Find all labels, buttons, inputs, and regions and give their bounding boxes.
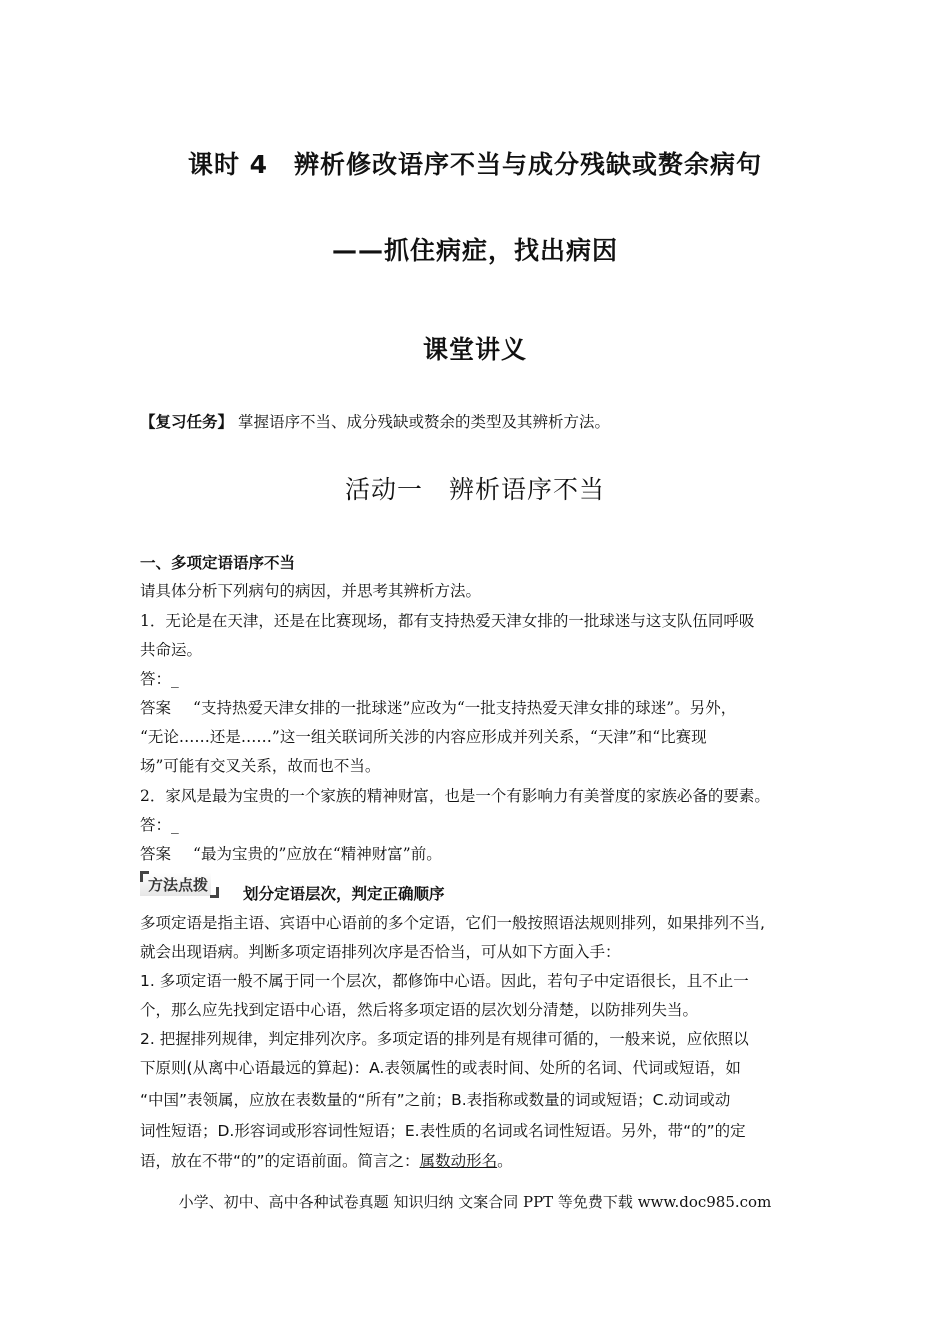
method-line-1: 多项定语是指主语、宾语中心语前的多个定语，它们一般按照语法规则排列，如果排列不当, [140, 914, 765, 932]
question-1-line-2: 共命运。 [140, 641, 203, 659]
answer-prompt-1: 答：_ [140, 670, 179, 688]
method-line-7: “中国”表领属，应放在表数量的“所有”之前；B.表指称或数量的词或短语；C.动词或动 [140, 1091, 731, 1109]
method-tag: 方法点拨 [140, 873, 211, 896]
review-task-text: 掌握语序不当、成分残缺或赘余的类型及其辨析方法。 [237, 413, 610, 431]
part-heading: 一、多项定语语序不当 [140, 554, 296, 572]
answer-1-text: “支持热爱天津女排的一批球迷”应改为“一批支持热爱天津女排的球迷”。另外， [193, 699, 737, 717]
answer-2-text: “最为宝贵的”应放在“精神财富”前。 [193, 845, 442, 863]
review-task [140, 412, 820, 432]
answer-prompt-2: 答：_ [140, 816, 179, 834]
method-line-2: 就会出现语病。判断多项定语排列次序是否恰当，可从如下方面入手： [140, 943, 621, 961]
question-1-line-1: 1．无论是在天津，还是在比赛现场，都有支持热爱天津女排的一批球迷与这支队伍同呼吸 [140, 612, 755, 630]
method-last-prefix: 语，放在不带“的”的定语前面。简言之： [140, 1152, 420, 1170]
page-footer: 小学、初中、高中各种试卷真题 知识归纳 文案合同 PPT 等免费下载 www.doc985.com [178, 1193, 772, 1211]
part-intro: 请具体分析下列病句的病因，并思考其辨析方法。 [140, 582, 482, 600]
answer-label: 答案 [140, 845, 172, 863]
method-line-8: 词性短语；D.形容词或形容词性短语；E.表性质的名词或名词性短语。另外，带“的”的定 [140, 1122, 746, 1140]
method-last-suffix: 。 [497, 1152, 513, 1170]
method-line-6: 下原则(从离中心语最远的算起)：A.表领属性的或表时间、处所的名词、代词或短语，如 [140, 1059, 741, 1077]
answer-1-line-1 [140, 698, 820, 718]
answer-1-line-2: “无论……还是……”这一组关联词所关涉的内容应形成并列关系，“天津”和“比赛现 [140, 728, 707, 746]
question-2: 2．家风是最为宝贵的一个家族的精神财富，也是一个有影响力有美誉度的家族必备的要素。 [140, 787, 770, 805]
review-task-label: 【复习任务】 [140, 413, 234, 431]
lesson-title: 课时 4 辨析修改语序不当与成分残缺或赘余病句 [187, 150, 763, 179]
answer-1-line-3: 场”可能有交叉关系，故而也不当。 [140, 757, 381, 775]
method-mnemonic: 属数动形名 [419, 1152, 498, 1170]
section-title: 课堂讲义 [422, 335, 527, 364]
method-line-4: 个，那么应先找到定语中心语，然后将多项定语的层次划分清楚，以防排列失当。 [140, 1001, 699, 1019]
activity-title: 活动一 辨析语序不当 [344, 475, 605, 504]
answer-label: 答案 [140, 699, 172, 717]
method-line-9 [140, 1151, 820, 1171]
answer-2-line [140, 844, 820, 864]
method-heading: 划分定语层次，判定正确顺序 [243, 885, 445, 903]
lesson-subtitle: ——抓住病症，找出病因 [331, 236, 618, 265]
method-line-5: 2. 把握排列规律，判定排列次序。多项定语的排列是有规律可循的，一般来说，应依照以 [140, 1030, 749, 1048]
method-line-3: 1. 多项定语一般不属于同一个层次，都修饰中心语。因此，若句子中定语很长，且不止一 [140, 972, 749, 990]
